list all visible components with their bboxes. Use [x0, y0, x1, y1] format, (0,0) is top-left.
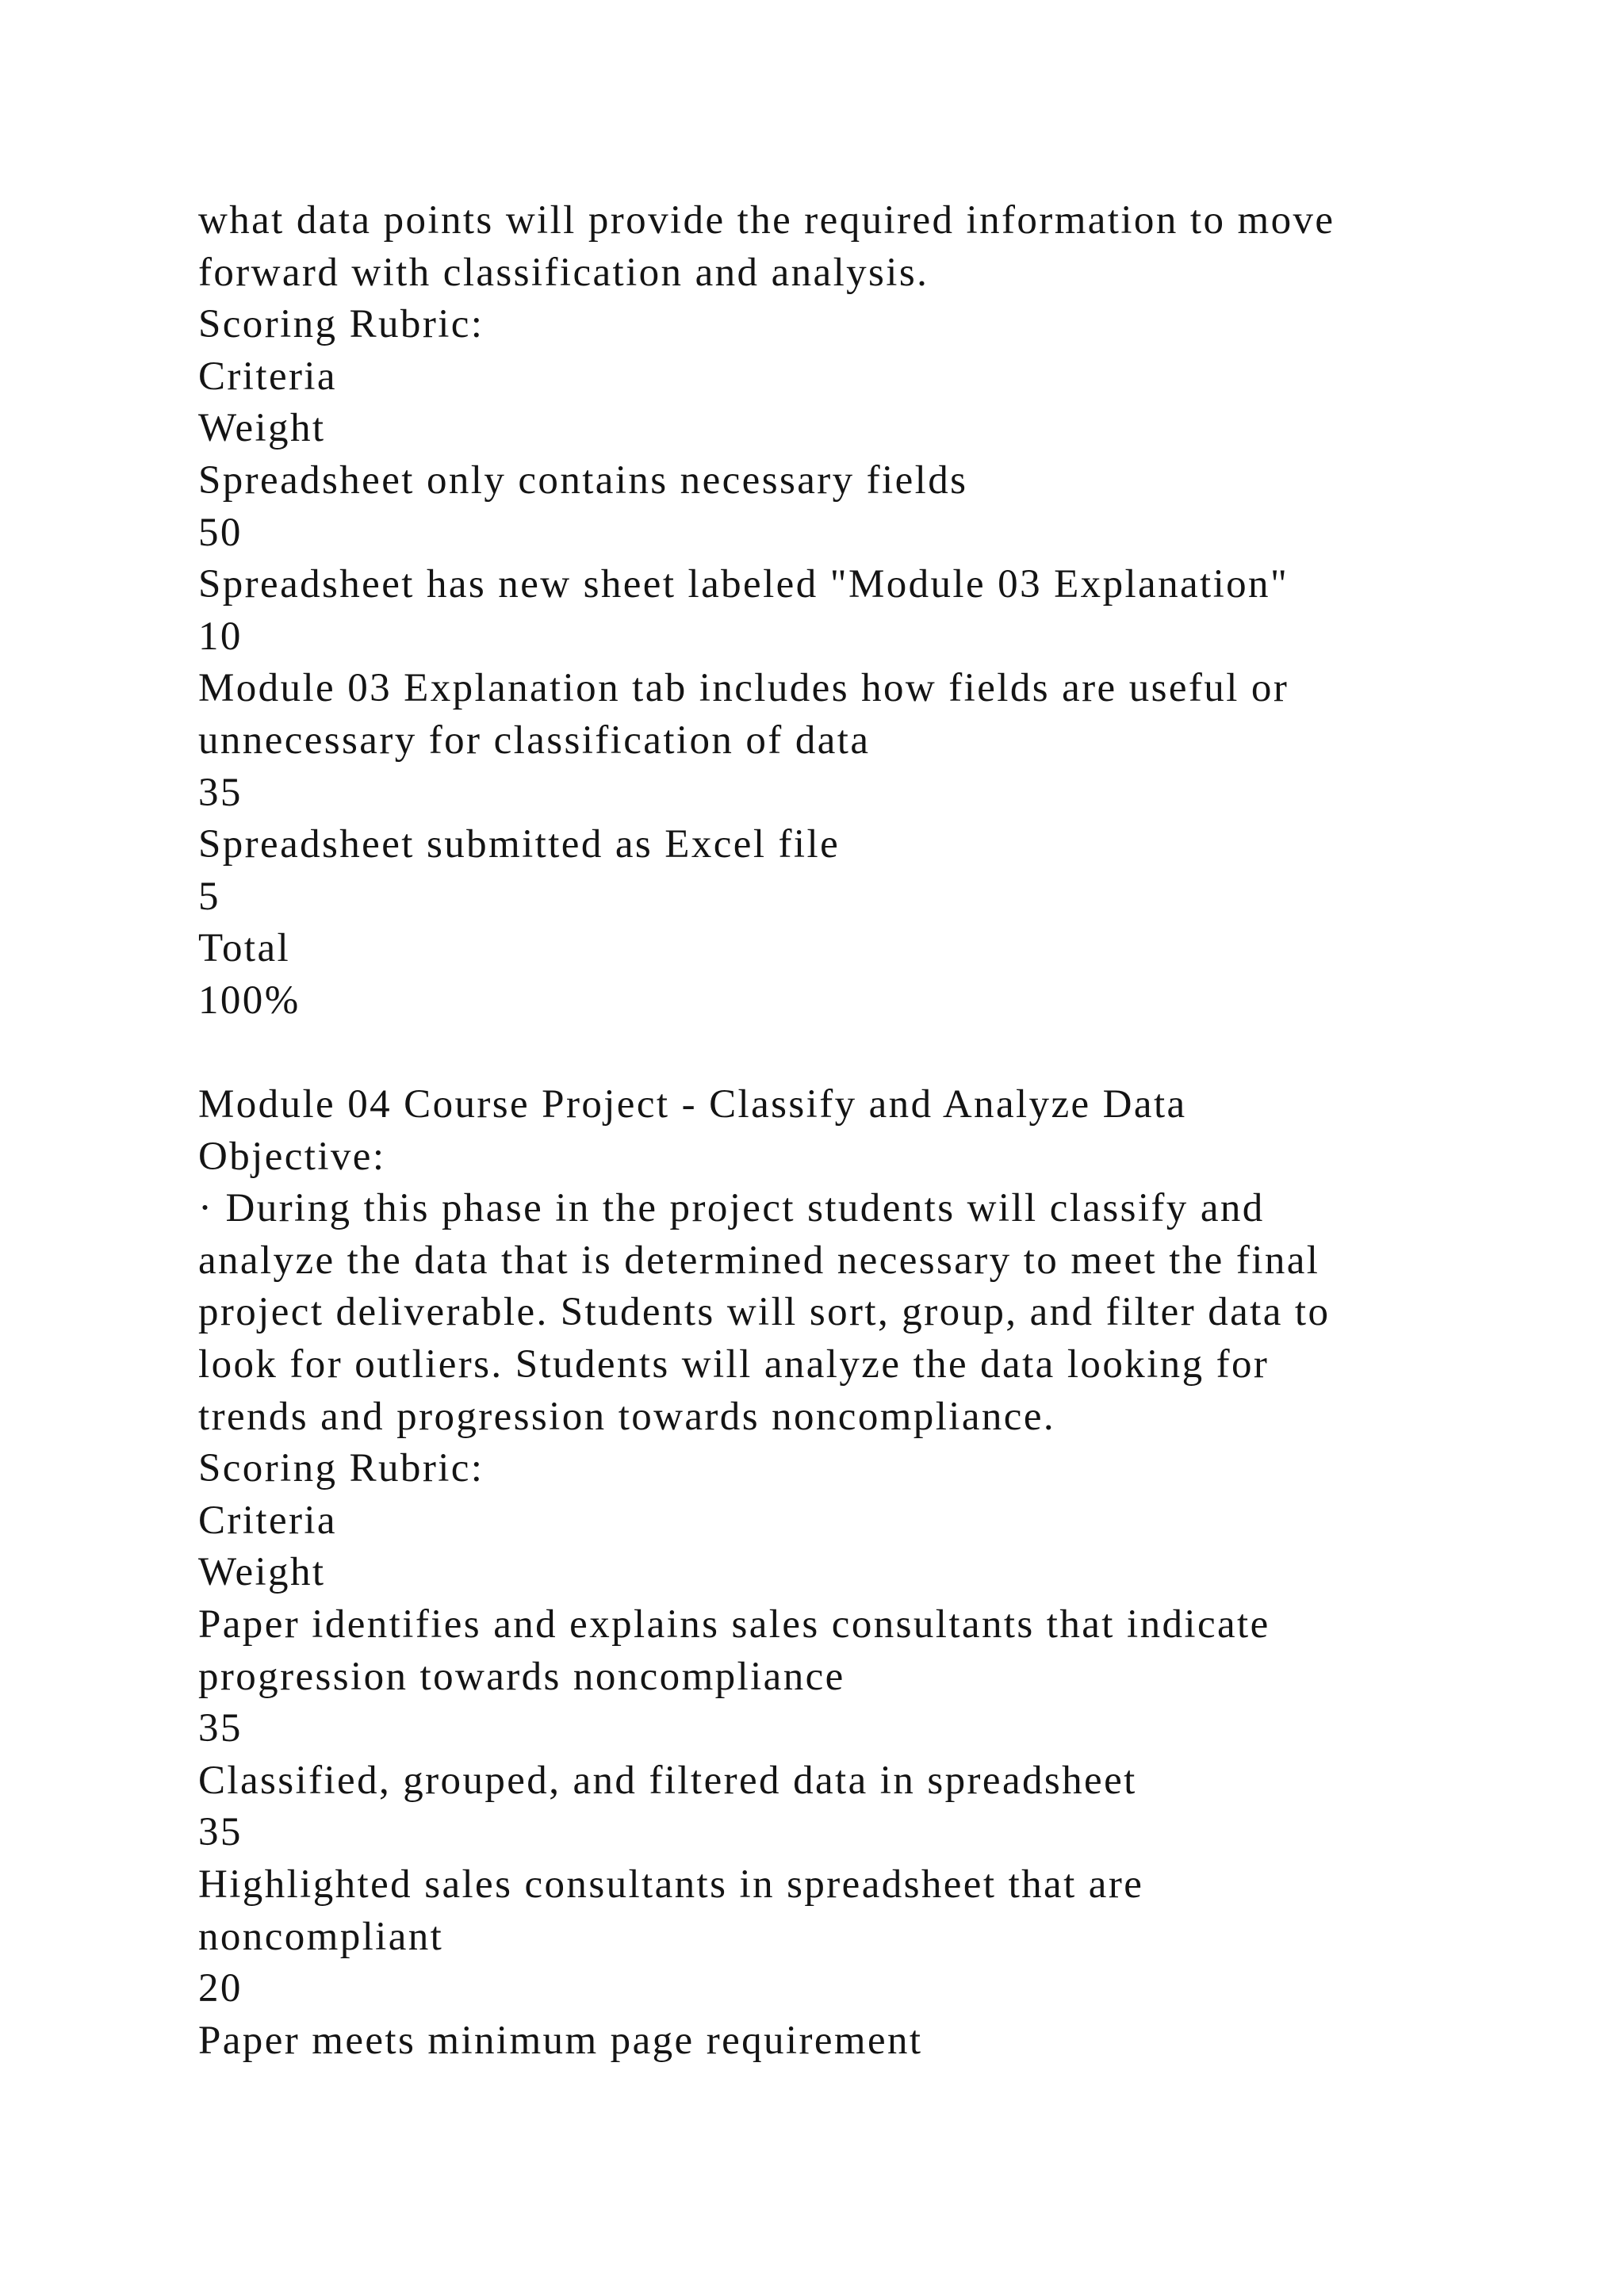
rubric-weight: 5 [198, 874, 220, 919]
module-title: Module 04 Course Project - Classify and Analyze Data [198, 1082, 1187, 1127]
rubric-column-header: Criteria [198, 1498, 337, 1543]
rubric-criterion: noncompliant [198, 1914, 444, 1959]
rubric-column-header: Criteria [198, 354, 337, 399]
rubric-column-header: Weight [198, 1550, 326, 1595]
rubric-weight: 50 [198, 510, 243, 555]
rubric-criterion: unnecessary for classification of data [198, 718, 871, 763]
objective-text: look for outliers. Students will analyze the data looking for [198, 1342, 1270, 1387]
blank-line [198, 1027, 1435, 1080]
document-body [198, 195, 1435, 2067]
section-heading: Scoring Rubric: [198, 1446, 485, 1491]
rubric-weight: 10 [198, 614, 243, 659]
rubric-criterion: Spreadsheet only contains necessary fields [198, 457, 968, 503]
rubric-criterion: Spreadsheet submitted as Excel file [198, 822, 841, 867]
objective-text: · During this phase in the project students will classify and [198, 1186, 1265, 1231]
rubric-criterion: Classified, grouped, and filtered data in spreadsheet [198, 1758, 1137, 1803]
rubric-criterion: Paper meets minimum page requirement [198, 2018, 923, 2063]
rubric-weight: 20 [198, 1966, 243, 2011]
rubric-criterion: Spreadsheet has new sheet labeled "Module 03 Explanation" [198, 562, 1289, 607]
text-line: forward with classification and analysis. [198, 250, 929, 295]
rubric-total-value: 100% [198, 978, 301, 1023]
rubric-column-header: Weight [198, 406, 326, 451]
rubric-criterion: progression towards noncompliance [198, 1654, 845, 1699]
rubric-criterion: Highlighted sales consultants in spreadsheet that are [198, 1862, 1144, 1907]
objective-text: analyze the data that is determined necessary to meet the final [198, 1238, 1320, 1283]
objective-text: trends and progression towards noncompliance. [198, 1394, 1056, 1439]
objective-text: project deliverable. Students will sort, group, and filter data to [198, 1290, 1331, 1335]
rubric-criterion: Module 03 Explanation tab includes how fields are useful or [198, 666, 1289, 711]
section-heading: Objective: [198, 1134, 386, 1179]
section-heading: Scoring Rubric: [198, 302, 485, 347]
rubric-total-label: Total [198, 926, 291, 971]
rubric-weight: 35 [198, 1810, 243, 1855]
rubric-weight: 35 [198, 770, 243, 815]
text-line: what data points will provide the required information to move [198, 198, 1335, 243]
rubric-weight: 35 [198, 1706, 243, 1751]
rubric-criterion: Paper identifies and explains sales consultants that indicate [198, 1602, 1270, 1647]
